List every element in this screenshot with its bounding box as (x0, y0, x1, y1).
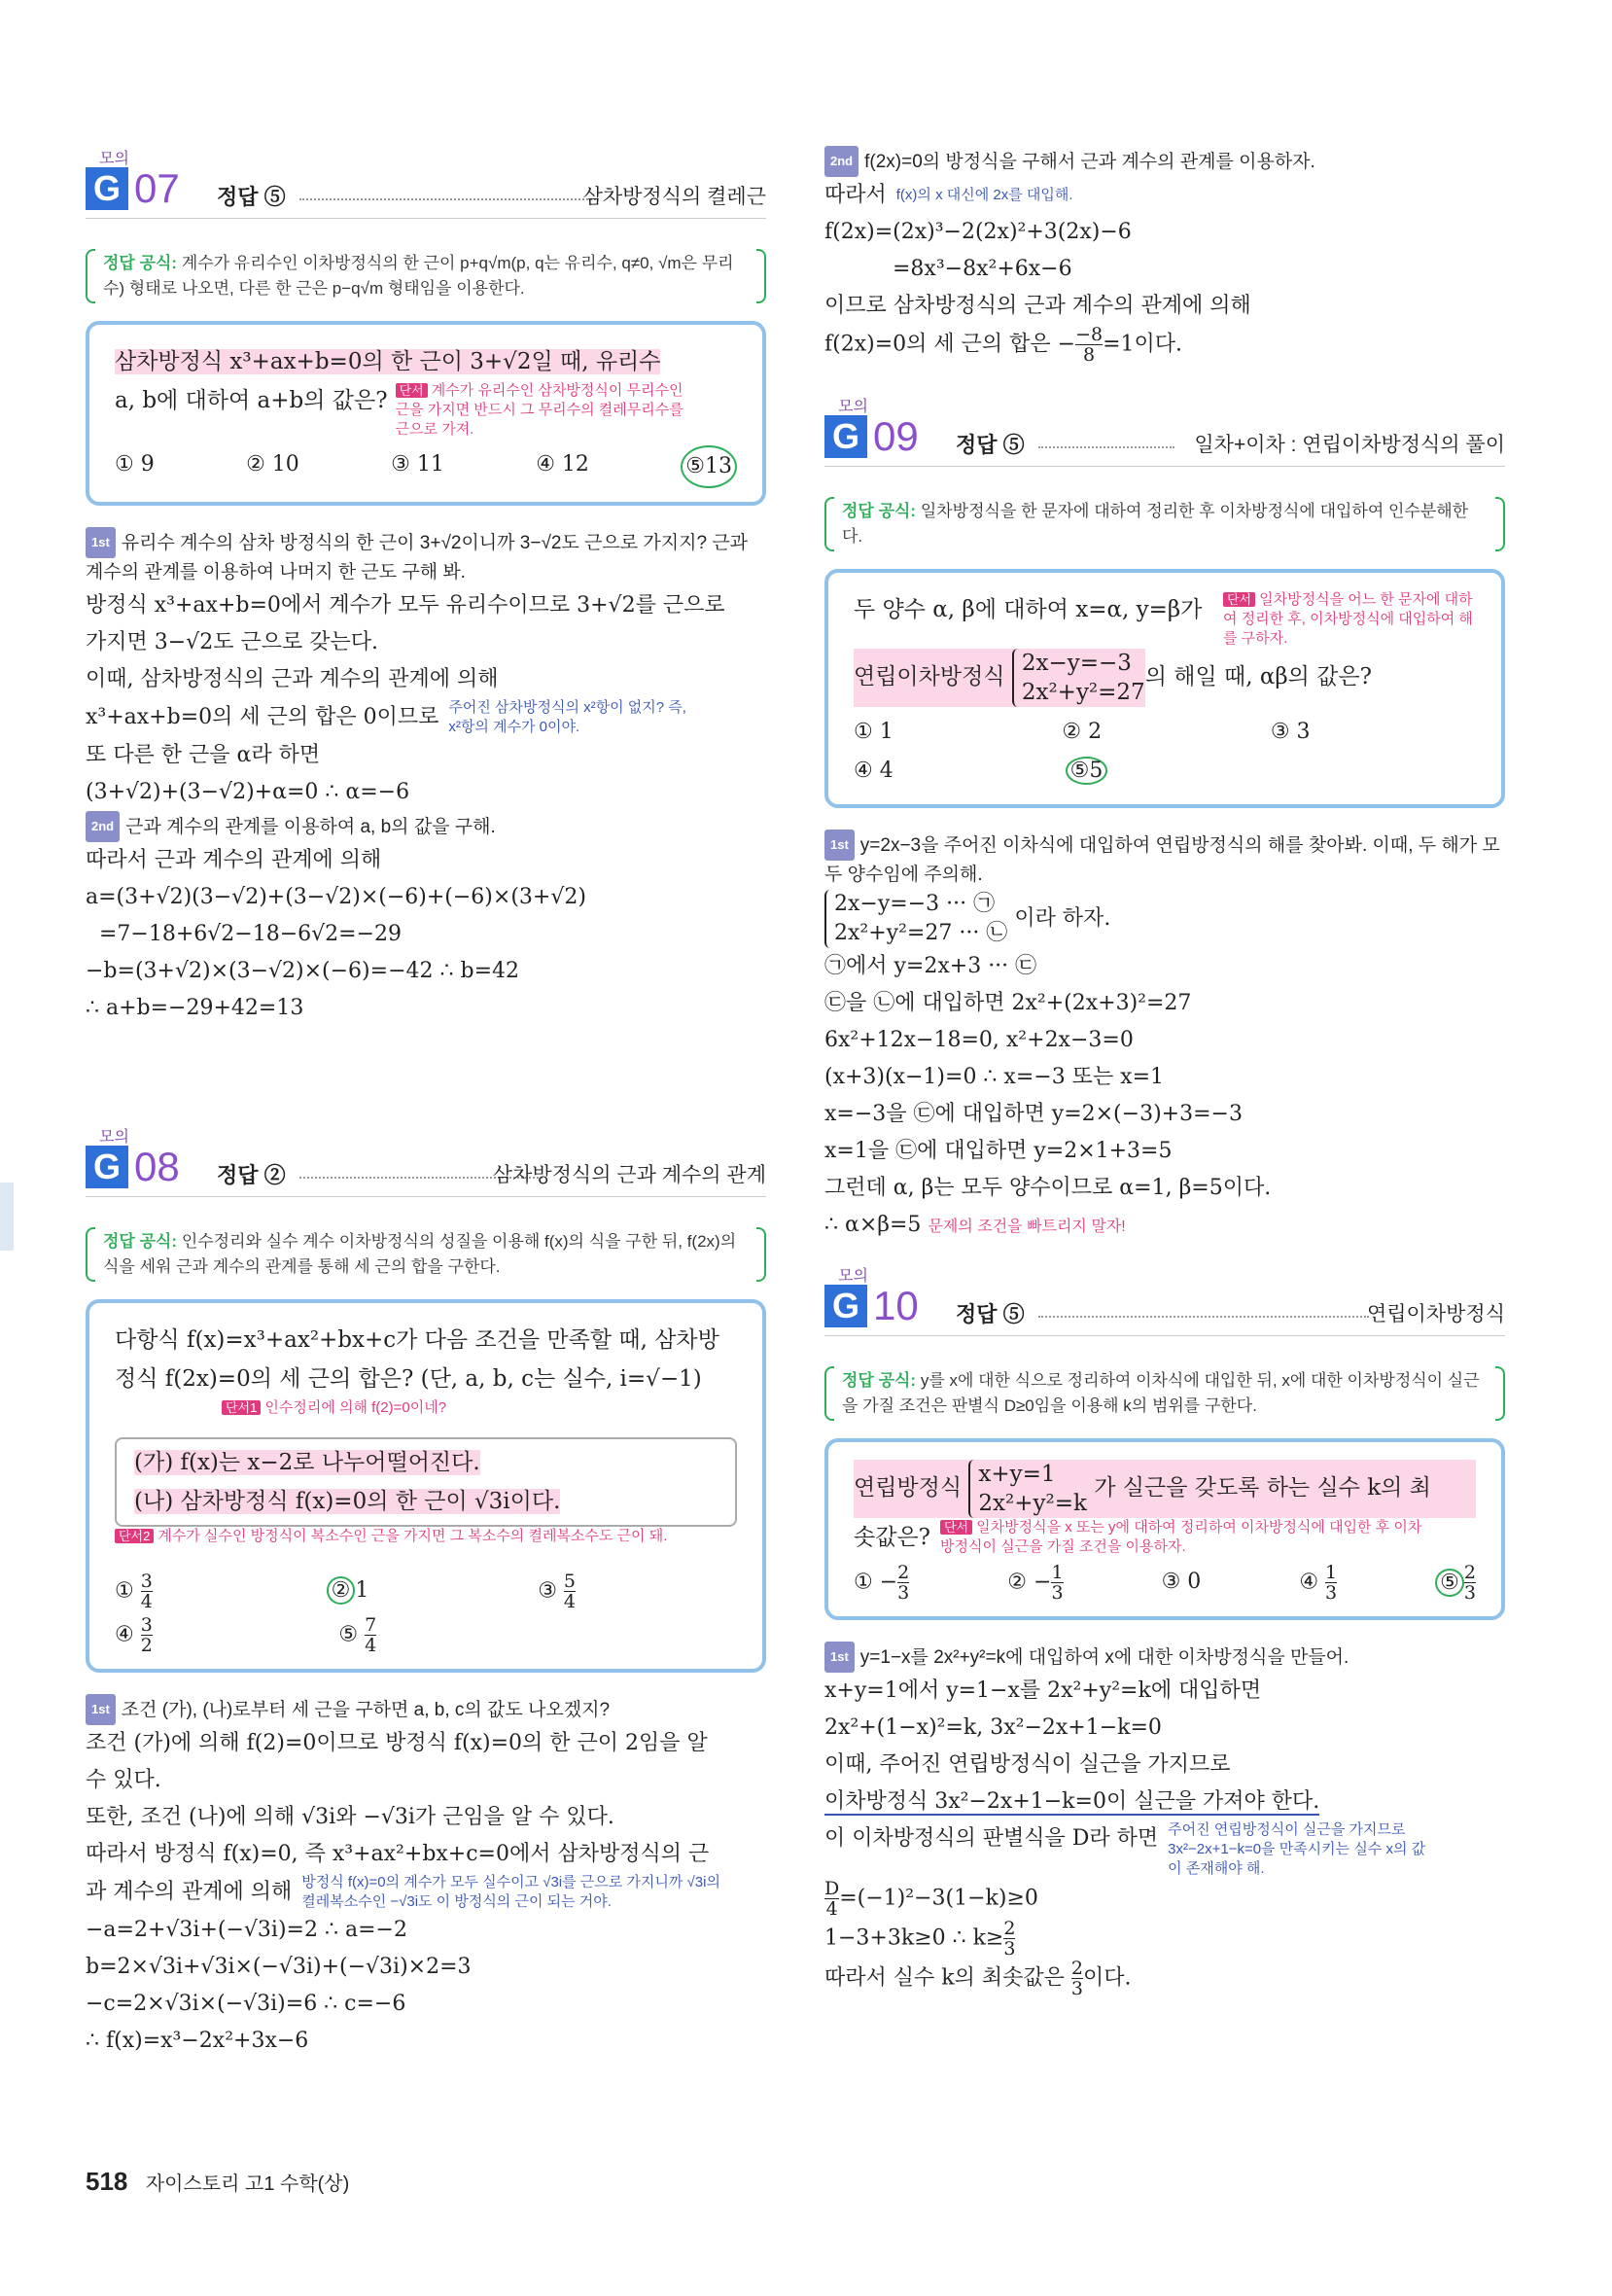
g07-problem-line1: 삼차방정식 x³+ax+b=0의 한 근이 3+√2일 때, 유리수 (115, 349, 661, 374)
choice: ③ 3 (1270, 720, 1311, 744)
g09-formula-tip: 정답 공식: 일차방정식을 한 문자에 대하여 정리한 후 이차방정식에 대입하여 인수분해한다. (824, 493, 1505, 555)
solution-line: 과 계수의 관계에 의해 (86, 1880, 293, 1904)
g10-topic: 연립이차방정식 (1366, 1303, 1505, 1325)
right-column (824, 146, 1505, 1998)
solution-line: =7−18+6√2−18−6√2=−29 (99, 922, 403, 946)
g09-moe-label: 모의 (838, 399, 868, 415)
g09-header (824, 394, 1505, 481)
g08-note2: f(x)의 x 대신에 2x를 대입해. (895, 187, 1073, 203)
solution-line: −c=2×√3i×(−√3i)=6 ∴ c=−6 (86, 1992, 406, 2016)
g08-hint1: 단서1 인수정리에 의해 f(2)=0이네? (222, 1398, 446, 1418)
solution-line: ∴ f(x)=x³−2x²+3x−6 (86, 2029, 309, 2053)
g08-conditions (115, 1437, 737, 1527)
solution-line: 이므로 삼차방정식의 근과 계수의 관계에 의해 (824, 294, 1251, 318)
g08-problem-line1: 다항식 f(x)=x³+ax²+bx+c가 다음 조건을 만족할 때, 삼차방 (115, 1327, 719, 1353)
g09-solution: 1st y=2x−3을 주어진 이차식에 대입하여 연립방정식의 해를 찾아봐. 이때, 두 해가 모두 양수임에 주의해. 2x−y=−3 ··· ㉠ 2x²+y²=27 ··· ㉡ 이라 하자. ㉠에서 y=2x+3 ··· ㉢ ㉢을 ㉡에 대입하면 2x²+(2x+3)²=27 6x²+12x−18=0, x²+2x−3=0 (x+3)(x−1)=0 ∴ x=−3 또는 x=1 x=−3을 ㉢에 대입하면 y=2×(−3)+3=−3 x=1을 ㉢에 대입하면 y=2×1+3=5 그런데 α, β는 모두 양수이므로 α=1, β=5이다. ∴ α×β=5 문제의 조건을 빠트리지 말자! (824, 830, 1505, 1246)
g07-problem (86, 321, 766, 506)
solution-line: 수 있다. (86, 1768, 161, 1792)
g08-solution: 1st 조건 (가), (나)로부터 세 근을 구하면 a, b, c의 값도 나오겠지? 조건 (가)에 의해 f(2)=0이므로 방정식 f(x)=0의 한 근이 2임을 알 수 있다. 또한, 조건 (나)에 의해 √3i와 −√3i가 근임을 알 수 있다. 따라서 방정식 f(x)=0, 즉 x³+ax²+bx+c=0에서 삼차방정식의 근 과 계수의 관계에 의해 방정식 f(x)=0의 계수가 모두 실수이고 √3i를 근으로 가지니까 √3i의 켤레복소수인 −√3i도 이 방정식의 근이 되는 거야. −a=2+√3i+(−√3i)=2 ∴ a=−2 b=2×√3i+√3i×(−√3i)+(−√3i)×2=3 −c=2×√3i×(−√3i)=6 ∴ c=−6 ∴ f(x)=x³−2x²+3x−6 (86, 1694, 766, 2060)
g09-topic: 일차+이차 : 연립이차방정식의 풀이 (1194, 434, 1505, 456)
g10-choices (854, 1563, 1476, 1603)
g10-number: 10 (873, 1283, 919, 1328)
g10-moe-label: 모의 (838, 1268, 868, 1285)
book-title: 자이스토리 고1 수학(상) (145, 2173, 350, 2195)
choice: ④ $\frac{1}{3}$ (1299, 1562, 1338, 1604)
g08-hint2: 단서2 계수가 실수인 방정식이 복소수인 근을 가지면 그 복소수의 켤레복소수도 근이 돼. (115, 1527, 667, 1546)
solution-line: 이차방정식 3x²−2x+1−k=0이 실근을 가져야 한다. (824, 1789, 1320, 1814)
g10-header (824, 1263, 1505, 1351)
solution-line: ∴ a+b=−29+42=13 (86, 996, 304, 1020)
correct-choice: ② 1 (327, 1572, 526, 1611)
choice: ③ $\frac{5}{4}$ (538, 1571, 577, 1612)
g08-problem-line2: 정식 f(2x)=0의 세 근의 합은? (단, a, b, c는 실수, i=√−1) (115, 1366, 702, 1392)
choice: ① $\frac{3}{4}$ (115, 1571, 153, 1612)
solution-line: 2x²+(1−x)²=k, 3x²−2x+1−k=0 (824, 1715, 1162, 1740)
g10-hint: 단서 일차방정식을 x 또는 y에 대하여 정리하여 이차방정식에 대입한 후 이차방정식이 실근을 가질 조건을 이용하자. (940, 1519, 1422, 1555)
g08-number: 08 (134, 1144, 180, 1189)
solution-line: 방정식 x³+ax+b=0에서 계수가 모두 유리수이므로 3+√2를 근으로 (86, 593, 725, 618)
choice: ① 1 (854, 720, 894, 744)
g07-formula-tip: 정답 공식: 계수가 유리수인 이차방정식의 한 근이 p+q√m(p, q는 유리수, q≠0, √m은 무리수) 형태로 나오면, 다른 한 근은 p−q√m 형태임을 이용한다. (86, 245, 766, 307)
choice: ② 2 (1062, 720, 1103, 744)
solution-line: 조건 (가)에 의해 f(2)=0이므로 방정식 f(x)=0의 한 근이 2임을 알 (86, 1731, 708, 1755)
g09-answer: 정답 ⑤ (956, 433, 1025, 457)
g10-formula-tip: 정답 공식: y를 x에 대한 식으로 정리하여 이차식에 대입한 뒤, x에 대한 이차방정식이 실근을 가질 조건은 판별식 D≥0임을 이용해 k의 범위를 구한다. (824, 1362, 1505, 1425)
g07-header (86, 146, 766, 233)
choice: ② 10 (246, 452, 299, 477)
g07-number: 07 (134, 165, 180, 211)
g07-answer: 정답 ⑤ (217, 185, 286, 209)
solution-line: 이 이차방정식의 판별식을 D라 하면 (824, 1826, 1159, 1851)
solution-line: f(2x)=0의 세 근의 합은 − $\frac{-8}{8}$ =1이다. (824, 324, 1183, 366)
solution-line: 가지면 3−√2도 근으로 갖는다. (86, 630, 378, 654)
solution-line: ㉢을 ㉡에 대입하면 2x²+(2x+3)²=27 (824, 991, 1192, 1015)
g08-step1-title: 조건 (가), (나)로부터 세 근을 구하면 a, b, c의 값도 나오겠지? (121, 1700, 611, 1720)
g07-hint: 단서 계수가 유리수인 삼차방정식이 무리수인 근을 가지면 반드시 그 무리수의 켤레무리수를 근으로 가져. (395, 382, 683, 438)
solution-line: =8x³−8x²+6x−6 (893, 257, 1072, 281)
condition-a: (가) f(x)는 x−2로 나누어떨어진다. (134, 1450, 480, 1475)
choice: ① 9 (115, 452, 155, 477)
g09-choices (854, 713, 1476, 791)
choice: ③ 11 (391, 452, 444, 477)
g08-header (86, 1124, 766, 1212)
g07-problem-line2: a, b에 대하여 a+b의 값은? (115, 388, 388, 413)
choice: ④ 4 (854, 759, 894, 783)
solution-line: b=2×√3i+√3i×(−√3i)+(−√3i)×2=3 (86, 1955, 472, 1979)
solution-line: 2x−y=−3 ··· ㉠ 2x²+y²=27 ··· ㉡ 이라 하자. (824, 890, 1505, 948)
g08-solution-continued: 2nd f(2x)=0의 방정식을 구해서 근과 계수의 관계를 이용하자. 따라서 f(x)의 x 대신에 2x를 대입해. f(2x)=(2x)³−2(2x)²+3(2x)−6 =8x³−8x²+6x−6 이므로 삼차방정식의 근과 계수의 관계에 의해 f(2x)=0의 세 근의 합은 − $\frac{-8}{8}$ =1이다. (824, 146, 1505, 365)
g08-topic: 삼차방정식의 근과 계수의 관계 (492, 1164, 766, 1186)
choice: ④ 12 (536, 452, 589, 477)
g10-problem-line2: 솟값은? (854, 1525, 930, 1550)
page-footer (86, 2167, 349, 2197)
g08-note: 방정식 f(x)=0의 계수가 모두 실수이고 √3i를 근으로 가지니까 √3i의 켤레복소수인 −√3i도 이 방정식의 근이 되는 거야. (301, 1874, 720, 1910)
choice: ① − $\frac{2}{3}$ (854, 1562, 910, 1604)
g09-step1-title: y=2x−3을 주어진 이차식에 대입하여 연립방정식의 해를 찾아봐. 이때, 두 해가 모두 양수임에 주의해. (824, 835, 1500, 885)
choice: ④ $\frac{3}{2}$ (115, 1614, 153, 1656)
g10-solution: 1st y=1−x를 2x²+y²=k에 대입하여 x에 대한 이차방정식을 만들어. x+y=1에서 y=1−x를 2x²+y²=k에 대입하면 2x²+(1−x)²=k, 3x²−2x+1−k=0 이때, 주어진 연립방정식이 실근을 가지므로 이차방정식 3x²−2x+1−k=0이 실근을 가져야 한다. 이 이차방정식의 판별식을 D라 하면 주어진 연립방정식이 실근을 가지므로 3x²−2x+1−k=0을 만족시키는 실수 x의 값이 존재해야 해. $\frac{D}{4}$ =(−1)²−3(1−k)≥0 1−3+3k≥0 ∴ k≥ $\frac{2}{3}$ 따라서 실수 k의 최솟값은 $\frac{2}{3}$ 이다. (824, 1642, 1505, 1998)
side-tab (0, 1183, 14, 1251)
solution-line: 또한, 조건 (나)에 의해 √3i와 −√3i가 근임을 알 수 있다. (86, 1805, 614, 1829)
g08-choices (115, 1572, 737, 1655)
solution-line: x³+ax+b=0의 세 근의 합은 0이므로 (86, 705, 439, 729)
g10-note: 주어진 연립방정식이 실근을 가지므로 3x²−2x+1−k=0을 만족시키는 실수 x의 값이 존재해야 해. (1168, 1821, 1426, 1877)
solution-line: x=−3을 ㉢에 대입하면 y=2×(−3)+3=−3 (824, 1102, 1243, 1126)
correct-choice: ⑤ $\frac{2}{3}$ (1435, 1563, 1476, 1603)
g08-moe-label: 모의 (99, 1129, 129, 1146)
page-number: 518 (86, 2167, 128, 2196)
solution-line: 그런데 α, β는 모두 양수이므로 α=1, β=5이다. (824, 1176, 1272, 1200)
g10-answer: 정답 ⑤ (956, 1302, 1025, 1326)
choice: ⑤ $\frac{7}{4}$ (338, 1614, 377, 1656)
g09-hint: 단서 일차방정식을 어느 한 문자에 대하여 정리한 후, 이차방정식에 대입하여 해를 구하자. (1223, 591, 1473, 647)
g08-code: G (86, 1146, 128, 1188)
solution-line: 6x²+12x−18=0, x²+2x−3=0 (824, 1028, 1134, 1052)
correct-choice: ⑤5 (1066, 752, 1476, 791)
solution-line: 이때, 주어진 연립방정식이 실근을 가지므로 (824, 1752, 1231, 1777)
g09-problem: 두 양수 α, β에 대하여 x=α, y=β가 단서 일차방정식을 어느 한 문자에 대하여 정리한 후, 이차방정식에 대입하여 해를 구하자. 연립이차방정식 2x−y=−3 2x²+y²=27 의 해일 때, αβ의 값은? ① 1 ② 2 ③ 3 ④ 4 ⑤5 (824, 569, 1505, 808)
solution-line: 또 다른 한 근을 α라 하면 (86, 743, 321, 767)
g09-number: 09 (873, 413, 919, 459)
g07-choices (115, 445, 737, 488)
g09-problem-line2: 연립이차방정식 2x−y=−3 2x²+y²=27 (854, 651, 1145, 705)
solution-line: a=(3+√2)(3−√2)+(3−√2)×(−6)+(−6)×(3+√2) (86, 885, 586, 909)
solution-line: $\frac{D}{4}$ =(−1)²−3(1−k)≥0 (824, 1878, 1038, 1920)
solution-line: (3+√2)+(3−√2)+α=0 ∴ α=−6 (86, 780, 410, 804)
condition-b: (나) 삼차방정식 f(x)=0의 한 근이 √3i이다. (134, 1489, 561, 1514)
g07-code: G (86, 167, 128, 210)
solution-line: −a=2+√3i+(−√3i)=2 ∴ a=−2 (86, 1918, 407, 1942)
solution-line: 따라서 근과 계수의 관계에 의해 (86, 848, 382, 872)
correct-choice: ⑤13 (681, 445, 737, 488)
solution-line: x+y=1에서 y=1−x를 2x²+y²=k에 대입하면 (824, 1678, 1262, 1703)
solution-line: ∴ α×β=5 문제의 조건을 빠트리지 말자! (824, 1213, 1126, 1237)
choice: ② − $\frac{1}{3}$ (1007, 1562, 1064, 1604)
g08-step2-title: f(2x)=0의 방정식을 구해서 근과 계수의 관계를 이용하자. (864, 152, 1315, 172)
solution-line: (x+3)(x−1)=0 ∴ x=−3 또는 x=1 (824, 1065, 1165, 1089)
g08-formula-tip: 정답 공식: 인수정리와 실수 계수 이차방정식의 성질을 이용해 f(x)의 식을 구한 뒤, f(2x)의 식을 세워 근과 계수의 관계를 통해 세 근의 합을 구한다. (86, 1223, 766, 1286)
solution-line: 따라서 (824, 183, 887, 207)
solution-line: f(2x)=(2x)³−2(2x)²+3(2x)−6 (824, 220, 1132, 244)
g09-problem-line1: 두 양수 α, β에 대하여 x=α, y=β가 (854, 597, 1203, 622)
solution-line: 따라서 방정식 f(x)=0, 즉 x³+ax²+bx+c=0에서 삼차방정식의 근 (86, 1842, 710, 1866)
g07-step1-title: 유리수 계수의 삼차 방정식의 한 근이 3+√2이니까 3−√2도 근으로 가지지? 근과 계수의 관계를 이용하여 나머지 한 근도 구해 봐. (86, 533, 749, 583)
g07-step2-title: 근과 계수의 관계를 이용하여 a, b의 값을 구해. (125, 817, 496, 837)
g10-code: G (824, 1285, 867, 1327)
g07-moe-label: 모의 (99, 151, 129, 167)
g08-problem (86, 1299, 766, 1673)
solution-line: ㉠에서 y=2x+3 ··· ㉢ (824, 954, 1037, 978)
solution-line: 1−3+3k≥0 ∴ k≥ $\frac{2}{3}$ (824, 1918, 1016, 1960)
g10-problem-line1: 연립방정식 x+y=1 2x²+y²=k 가 실근을 갖도록 하는 실수 k의 최 (854, 1460, 1476, 1518)
left-column (86, 146, 766, 2060)
solution-line: −b=(3+√2)×(3−√2)×(−6)=−42 ∴ b=42 (86, 959, 519, 983)
solution-line: 이때, 삼차방정식의 근과 계수의 관계에 의해 (86, 667, 499, 691)
g07-note: 주어진 삼차방정식의 x²항이 없지? 즉, x²항의 계수가 0이야. (448, 699, 686, 735)
g10-problem (824, 1438, 1505, 1620)
g08-answer: 정답 ② (217, 1163, 286, 1187)
g07-topic: 삼차방정식의 켤레근 (582, 186, 766, 208)
g09-note: 문제의 조건을 빠트리지 말자! (928, 1219, 1126, 1235)
g10-step1-title: y=1−x를 2x²+y²=k에 대입하여 x에 대한 이차방정식을 만들어. (859, 1647, 1349, 1668)
g07-solution: 1st 유리수 계수의 삼차 방정식의 한 근이 3+√2이니까 3−√2도 근으로 가지지? 근과 계수의 관계를 이용하여 나머지 한 근도 구해 봐. 방정식 x³+ax+b=0에서 계수가 모두 유리수이므로 3+√2를 근으로 가지면 3−√2도 근으로 갖는다. 이때, 삼차방정식의 근과 계수의 관계에 의해 x³+ax+b=0의 세 근의 합은 0이므로 주어진 삼차방정식의 x²항이 없지? 즉, x²항의 계수가 0이야. 또 다른 한 근을 α라 하면 (3+√2)+(3−√2)+α=0 ∴ α=−6 2nd 근과 계수의 관계를 이용하여 a, b의 값을 구해. 따라서 근과 계수의 관계에 의해 a=(3+√2)(3−√2)+(3−√2)×(−6)+(−6)×(3+√2) =7−18+6√2−18−6√2=−29 −b=(3+√2)×(3−√2)×(−6)=−42 ∴ b=42 ∴ a+b=−29+42=13 (86, 527, 766, 1027)
solution-line: x=1을 ㉢에 대입하면 y=2×1+3=5 (824, 1139, 1173, 1163)
choice: ③ 0 (1161, 1570, 1202, 1594)
g09-code: G (824, 415, 867, 458)
solution-line: 따라서 실수 k의 최솟값은 $\frac{2}{3}$ 이다. (824, 1958, 1132, 1999)
